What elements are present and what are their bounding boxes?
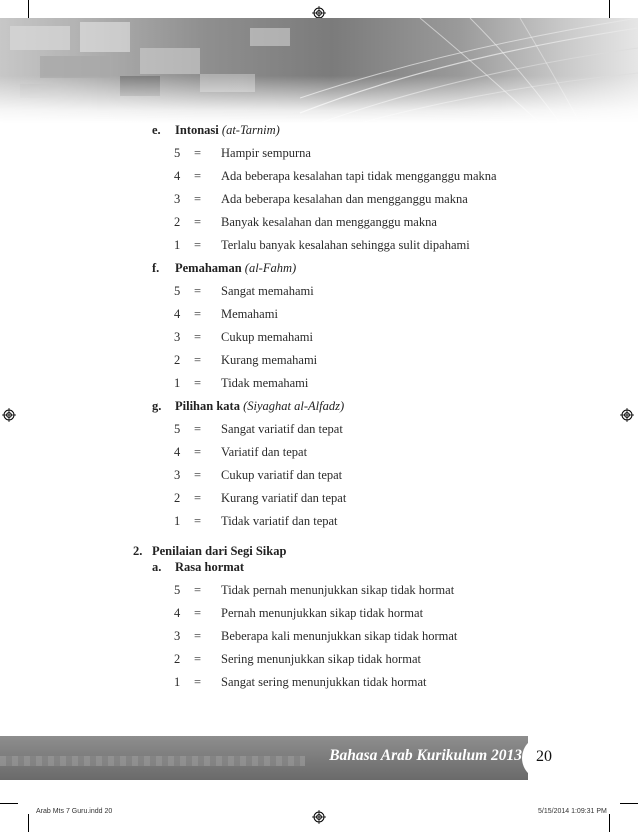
equals-sign: = xyxy=(194,422,202,436)
section-letter: e. xyxy=(152,123,161,137)
print-slug-date: 5/15/2014 1:09:31 PM xyxy=(538,808,607,815)
equals-sign: = xyxy=(194,491,202,505)
registration-mark-icon xyxy=(312,810,326,824)
score-value: 1 xyxy=(174,238,181,252)
header-graphic xyxy=(0,18,638,123)
section-letter: a. xyxy=(152,560,162,574)
score-description: Banyak kesalahan dan mengganggu makna xyxy=(221,215,437,229)
section-title: Rasa hormat xyxy=(175,560,245,574)
score-description: Tidak pernah menunjukkan sikap tidak hormat xyxy=(221,583,455,597)
score-description: Cukup memahami xyxy=(221,330,313,344)
equals-sign: = xyxy=(194,146,202,160)
equals-sign: = xyxy=(194,583,202,597)
equals-sign: = xyxy=(194,652,202,666)
score-value: 4 xyxy=(174,445,181,459)
crop-mark xyxy=(28,814,29,832)
score-description: Kurang memahami xyxy=(221,353,318,367)
crop-mark xyxy=(609,814,610,832)
registration-mark-icon xyxy=(620,408,634,422)
score-description: Tidak memahami xyxy=(221,376,309,390)
section-title: Pemahaman xyxy=(175,261,242,275)
section-number: 2. xyxy=(133,544,143,558)
score-value: 3 xyxy=(174,629,181,643)
section-heading xyxy=(175,399,344,414)
section-latin-term: (Siyaghat al-Alfadz) xyxy=(243,399,345,413)
score-description: Cukup variatif dan tepat xyxy=(221,468,343,482)
section-title: Intonasi xyxy=(175,123,219,137)
crop-mark xyxy=(0,803,18,804)
score-value: 5 xyxy=(174,422,181,436)
score-description: Ada beberapa kesalahan tapi tidak mengganggu makna xyxy=(221,169,497,183)
crop-mark xyxy=(609,0,610,18)
score-value: 3 xyxy=(174,330,181,344)
score-description: Sangat memahami xyxy=(221,284,314,298)
section-letter: g. xyxy=(152,399,162,413)
score-description: Terlalu banyak kesalahan sehingga sulit dipahami xyxy=(221,238,470,252)
score-description: Variatif dan tepat xyxy=(221,445,308,459)
score-value: 3 xyxy=(174,192,181,206)
section-heading xyxy=(175,123,280,138)
equals-sign: = xyxy=(194,376,202,390)
crop-mark xyxy=(620,803,638,804)
book-title: Bahasa Arab Kurikulum 2013 xyxy=(329,747,522,764)
footer-stripe xyxy=(0,756,305,766)
page-number: 20 xyxy=(536,748,552,765)
score-description: Memahami xyxy=(221,307,278,321)
crop-mark xyxy=(28,0,29,18)
score-value: 3 xyxy=(174,468,181,482)
equals-sign: = xyxy=(194,445,202,459)
score-description: Pernah menunjukkan sikap tidak hormat xyxy=(221,606,424,620)
print-slug-file: Arab Mts 7 Guru.indd 20 xyxy=(36,808,113,815)
equals-sign: = xyxy=(194,169,202,183)
score-value: 4 xyxy=(174,606,181,620)
equals-sign: = xyxy=(194,514,202,528)
equals-sign: = xyxy=(194,307,202,321)
equals-sign: = xyxy=(194,606,202,620)
score-description: Tidak variatif dan tepat xyxy=(221,514,338,528)
section-title: Pilihan kata xyxy=(175,399,240,413)
equals-sign: = xyxy=(194,330,202,344)
section-latin-term: (at-Tarnim) xyxy=(221,123,280,137)
score-value: 4 xyxy=(174,307,181,321)
score-description: Kurang variatif dan tepat xyxy=(221,491,347,505)
score-value: 4 xyxy=(174,169,181,183)
score-value: 1 xyxy=(174,675,181,689)
equals-sign: = xyxy=(194,192,202,206)
score-description: Ada beberapa kesalahan dan mengganggu makna xyxy=(221,192,468,206)
score-value: 5 xyxy=(174,146,181,160)
equals-sign: = xyxy=(194,284,202,298)
section-heading: Penilaian dari Segi Sikap xyxy=(152,544,287,558)
registration-mark-icon xyxy=(2,408,16,422)
score-description: Sangat sering menunjukkan tidak hormat xyxy=(221,675,427,689)
equals-sign: = xyxy=(194,238,202,252)
score-description: Beberapa kali menunjukkan sikap tidak hormat xyxy=(221,629,458,643)
score-value: 2 xyxy=(174,215,181,229)
score-value: 5 xyxy=(174,284,181,298)
score-value: 2 xyxy=(174,353,181,367)
score-value: 2 xyxy=(174,652,181,666)
equals-sign: = xyxy=(194,629,202,643)
score-description: Sering menunjukkan sikap tidak hormat xyxy=(221,652,421,666)
score-value: 1 xyxy=(174,376,181,390)
section-letter: f. xyxy=(152,261,160,275)
section-heading xyxy=(175,261,296,276)
footer-bar xyxy=(0,736,638,780)
equals-sign: = xyxy=(194,215,202,229)
equals-sign: = xyxy=(194,468,202,482)
score-description: Sangat variatif dan tepat xyxy=(221,422,343,436)
equals-sign: = xyxy=(194,675,202,689)
score-value: 2 xyxy=(174,491,181,505)
score-description: Hampir sempurna xyxy=(221,146,311,160)
score-value: 5 xyxy=(174,583,181,597)
section-latin-term: (al-Fahm) xyxy=(244,261,297,275)
score-value: 1 xyxy=(174,514,181,528)
equals-sign: = xyxy=(194,353,202,367)
